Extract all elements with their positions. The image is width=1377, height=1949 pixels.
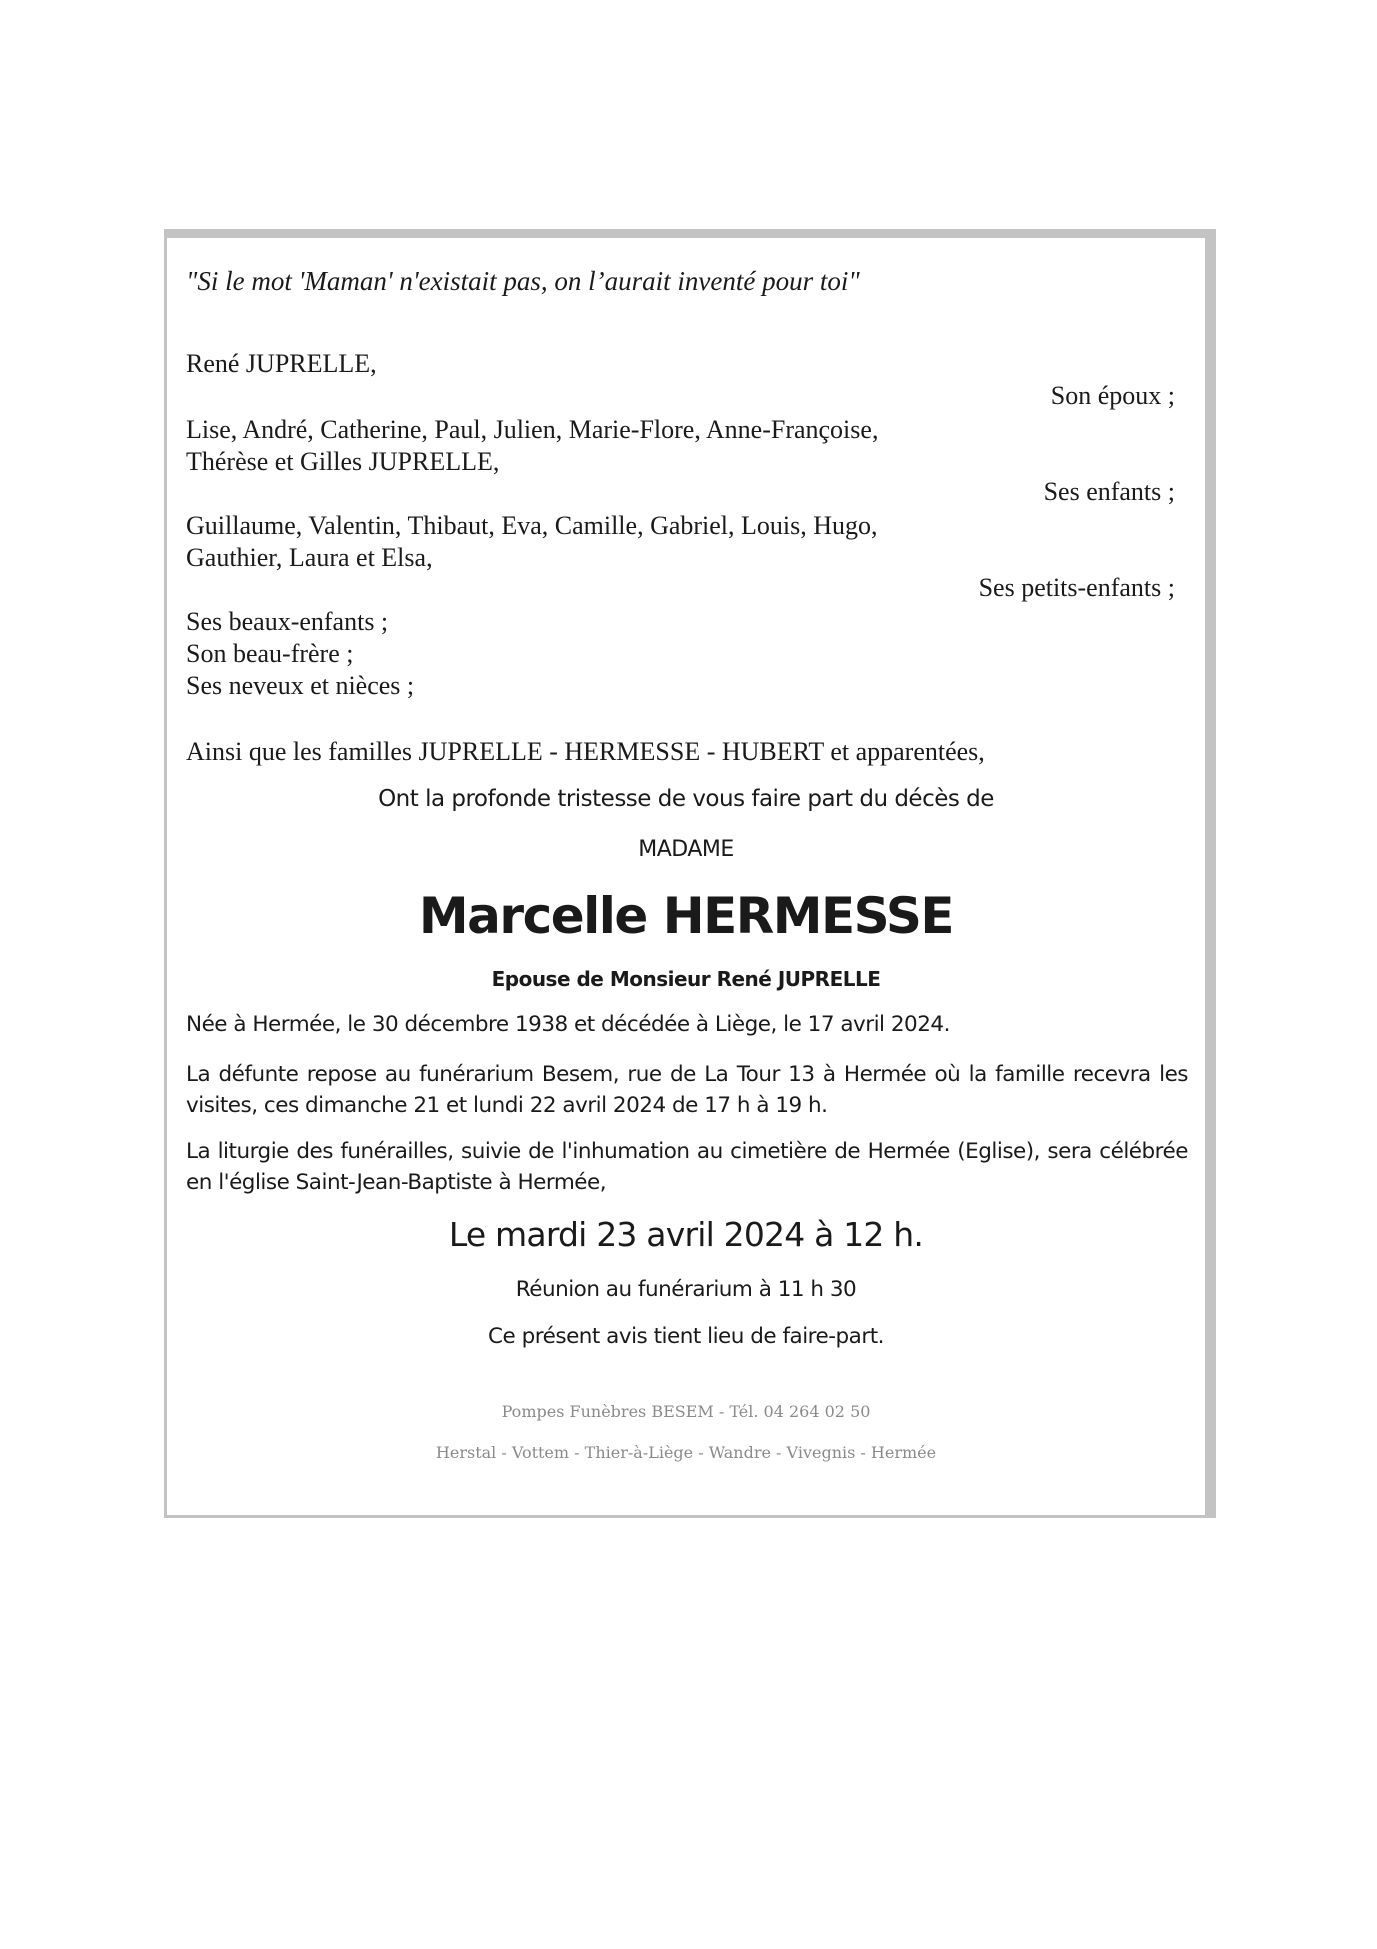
spouse-line: Epouse de Monsieur René JUPRELLE [491,967,881,991]
families-line: Ainsi que les familles JUPRELLE - HERMESSE - HUBERT et apparentées, [186,737,985,766]
obituary-card [164,229,1216,1518]
spouse-role: Son époux ; [1050,381,1175,410]
grandchildren-names-line-2: Gauthier, Laura et Elsa, [186,543,433,572]
funeral-home-locations: Herstal - Vottem - Thier-à-Liège - Wandre - Vivegnis - Hermée [435,1443,937,1462]
meeting-time: Réunion au funérarium à 11 h 30 [515,1277,857,1302]
children-names-line-1: Lise, André, Catherine, Paul, Julien, Marie-Flore, Anne-Françoise, [186,415,879,444]
funeral-home-contact: Pompes Funèbres BESEM - Tél. 04 264 02 50 [501,1402,871,1421]
notice-line: Ce présent avis tient lieu de faire-part. [488,1324,884,1349]
spouse-name: René JUPRELLE, [186,349,377,378]
liturgy-paragraph: La liturgie des funérailles, suivie de l'inhumation au cimetière de Hermée (Eglise), sera célébrée en l'église Saint-Jean-Baptiste à Hermée, [186,1139,1188,1195]
other-relatives-item: Ses neveux et nièces ; [186,671,415,700]
grandchildren-role: Ses petits-enfants ; [978,573,1175,602]
children-names-line-2: Thérèse et Gilles JUPRELLE, [186,447,500,476]
birth-death-line: Née à Hermée, le 30 décembre 1938 et décédée à Liège, le 17 avril 2024. [186,1012,950,1037]
children-role: Ses enfants ; [1043,477,1175,506]
grandchildren-names-line-1: Guillaume, Valentin, Thibaut, Eva, Camille, Gabriel, Louis, Hugo, [186,511,878,540]
deceased-name: Marcelle HERMESSE [418,887,954,945]
other-relatives-item: Ses beaux-enfants ; [186,607,389,636]
other-relatives-item: Son beau-frère ; [186,639,354,668]
salutation: MADAME [638,837,734,862]
ceremony-date: Le mardi 23 avril 2024 à 12 h. [448,1215,924,1254]
visitation-paragraph: La défunte repose au funérarium Besem, rue de La Tour 13 à Hermée où la famille recevra les visites, ces dimanche 21 et lundi 22 avril 2024 de 17 h à 19 h. [186,1062,1188,1118]
opening-quote: "Si le mot 'Maman' n'existait pas, on l’aurait inventé pour toi" [186,266,860,296]
announcement-line: Ont la profonde tristesse de vous faire part du décès de [378,786,994,812]
